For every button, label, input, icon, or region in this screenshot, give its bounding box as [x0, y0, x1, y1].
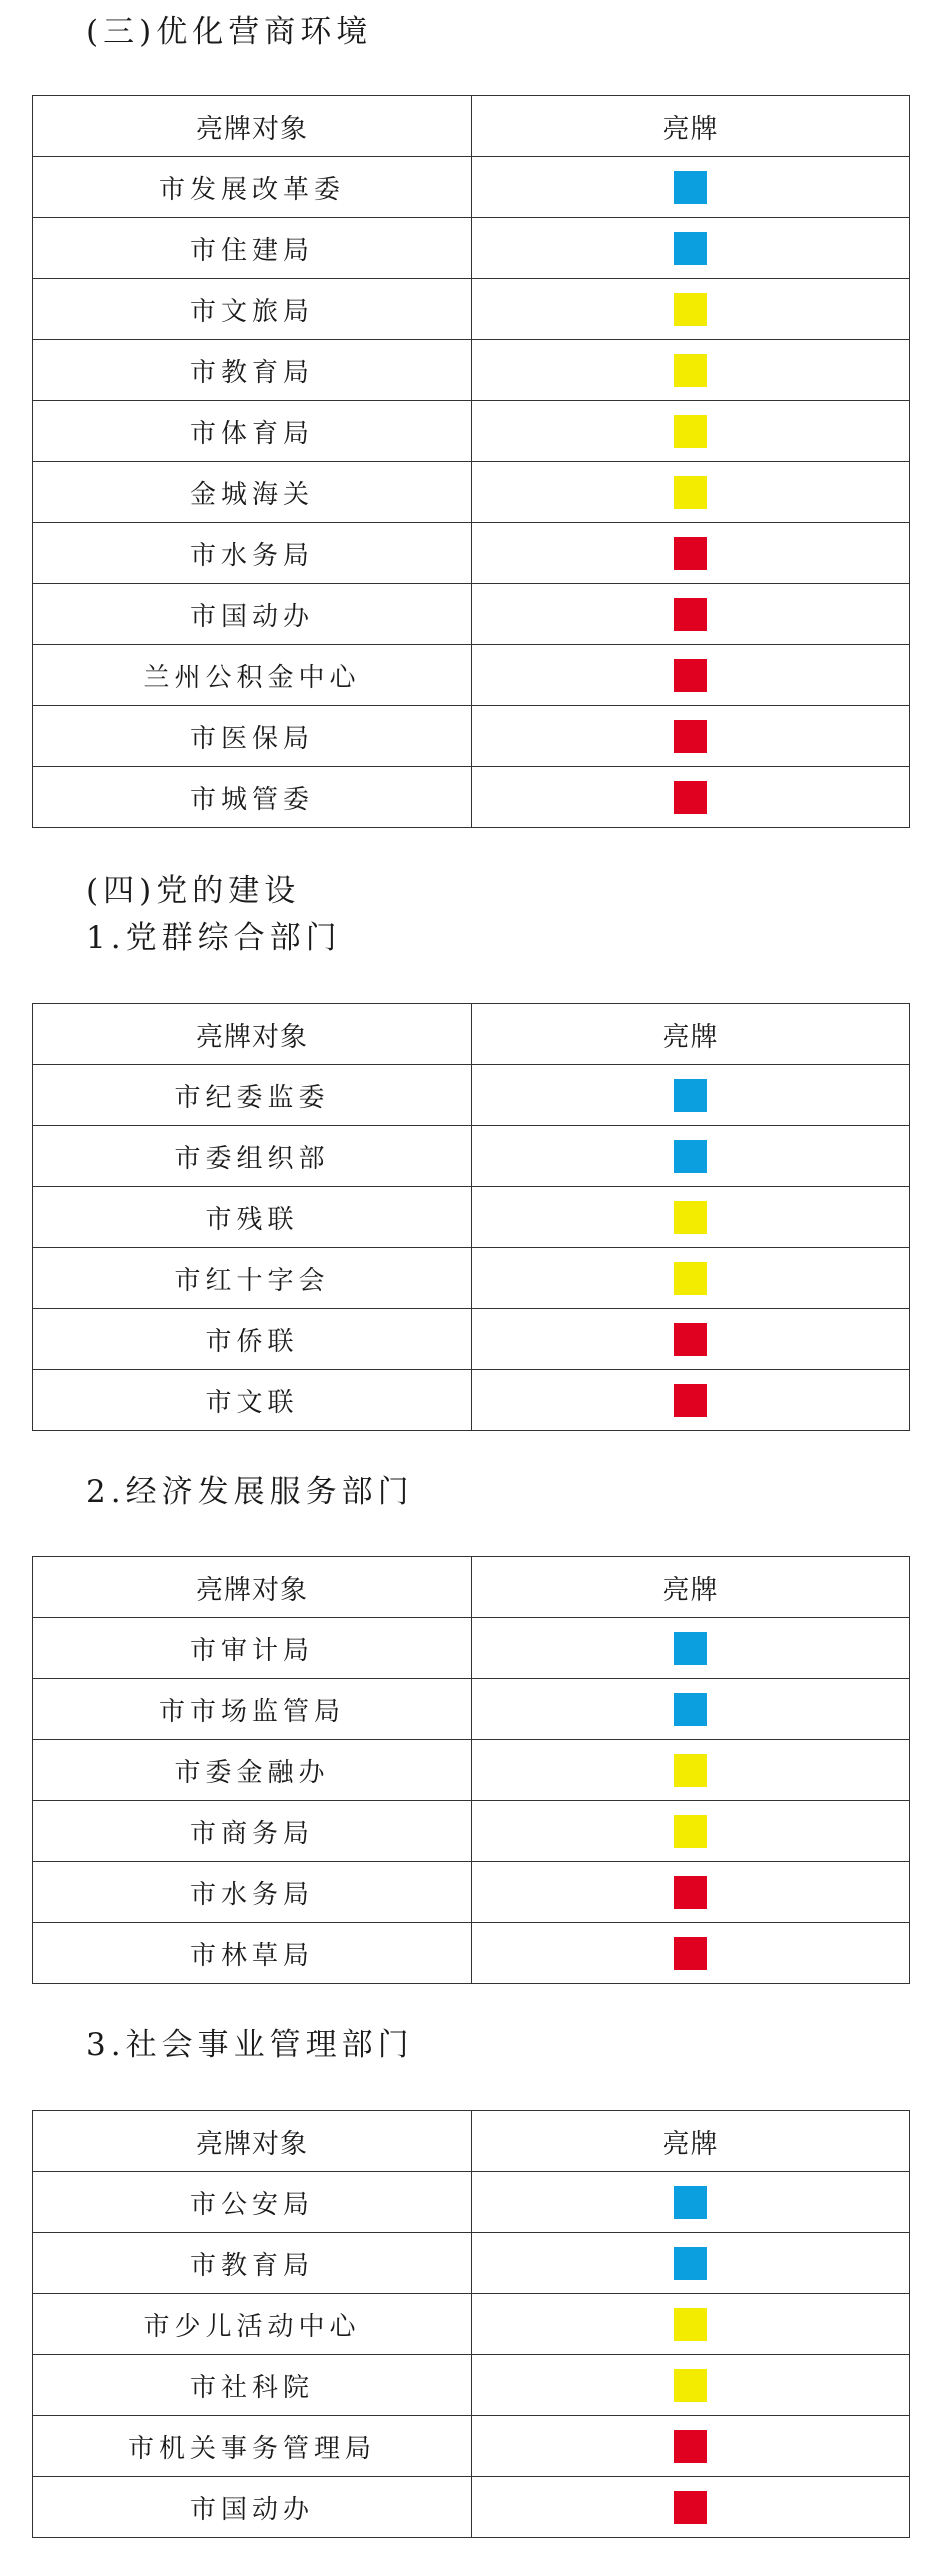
card-cell	[472, 218, 910, 279]
table-row	[33, 279, 910, 340]
card-cell	[472, 462, 910, 523]
card-cell	[472, 523, 910, 584]
yellow-card-swatch	[674, 1815, 707, 1848]
column-header-card: 亮牌	[472, 1557, 910, 1618]
section-heading: (三)优化营商环境	[86, 14, 373, 50]
table-row	[33, 2233, 910, 2294]
table-header-row	[33, 1004, 910, 1065]
card-cell	[472, 1923, 910, 1984]
yellow-card-swatch	[674, 354, 707, 387]
brand-table-business-environment	[32, 95, 910, 828]
red-card-swatch	[674, 720, 707, 753]
red-card-swatch	[674, 1384, 707, 1417]
table-row	[33, 2294, 910, 2355]
target-name-cell: 市红十字会	[33, 1248, 472, 1309]
card-cell	[472, 1309, 910, 1370]
red-card-swatch	[674, 1876, 707, 1909]
target-name-cell: 市侨联	[33, 1309, 472, 1370]
card-cell	[472, 1065, 910, 1126]
blue-card-swatch	[674, 232, 707, 265]
card-cell	[472, 1618, 910, 1679]
brand-table-social-affairs	[32, 2110, 910, 2538]
card-cell	[472, 1248, 910, 1309]
target-name-cell: 市审计局	[33, 1618, 472, 1679]
column-header-card: 亮牌	[472, 96, 910, 157]
target-name-cell: 市商务局	[33, 1801, 472, 1862]
table-row	[33, 1370, 910, 1431]
card-cell	[472, 1801, 910, 1862]
card-cell	[472, 706, 910, 767]
card-cell	[472, 1740, 910, 1801]
table-row	[33, 645, 910, 706]
table-row	[33, 1248, 910, 1309]
blue-card-swatch	[674, 1079, 707, 1112]
red-card-swatch	[674, 2430, 707, 2463]
column-header-target: 亮牌对象	[33, 1004, 472, 1065]
table-row	[33, 1309, 910, 1370]
table-row	[33, 523, 910, 584]
card-cell	[472, 2294, 910, 2355]
subsection-heading: 2.经济发展服务部门	[86, 1474, 414, 1510]
table-row	[33, 2172, 910, 2233]
target-name-cell: 市水务局	[33, 1862, 472, 1923]
yellow-card-swatch	[674, 293, 707, 326]
table-row	[33, 2416, 910, 2477]
target-name-cell: 市水务局	[33, 523, 472, 584]
column-header-target: 亮牌对象	[33, 1557, 472, 1618]
table-row	[33, 218, 910, 279]
target-name-cell: 市医保局	[33, 706, 472, 767]
target-name-cell: 市林草局	[33, 1923, 472, 1984]
target-name-cell: 市教育局	[33, 2233, 472, 2294]
column-header-target: 亮牌对象	[33, 2111, 472, 2172]
table-header-row	[33, 1557, 910, 1618]
table-row	[33, 157, 910, 218]
table-row	[33, 1740, 910, 1801]
target-name-cell: 市纪委监委	[33, 1065, 472, 1126]
blue-card-swatch	[674, 2247, 707, 2280]
target-name-cell: 市体育局	[33, 401, 472, 462]
card-cell	[472, 157, 910, 218]
red-card-swatch	[674, 659, 707, 692]
table-row	[33, 401, 910, 462]
target-name-cell: 市社科院	[33, 2355, 472, 2416]
card-cell	[472, 584, 910, 645]
card-cell	[472, 767, 910, 828]
target-name-cell: 市教育局	[33, 340, 472, 401]
yellow-card-swatch	[674, 1262, 707, 1295]
table-row	[33, 1923, 910, 1984]
target-name-cell: 市委金融办	[33, 1740, 472, 1801]
red-card-swatch	[674, 2491, 707, 2524]
yellow-card-swatch	[674, 2308, 707, 2341]
table-row	[33, 1187, 910, 1248]
column-header-target: 亮牌对象	[33, 96, 472, 157]
brand-table-economic-services	[32, 1556, 910, 1984]
yellow-card-swatch	[674, 1201, 707, 1234]
card-cell	[472, 2233, 910, 2294]
card-cell	[472, 2477, 910, 2538]
table-row	[33, 1126, 910, 1187]
target-name-cell: 市文旅局	[33, 279, 472, 340]
brand-table-party-mass	[32, 1003, 910, 1431]
target-name-cell: 市少儿活动中心	[33, 2294, 472, 2355]
target-name-cell: 市住建局	[33, 218, 472, 279]
target-name-cell: 市发展改革委	[33, 157, 472, 218]
table-header-row	[33, 96, 910, 157]
target-name-cell: 兰州公积金中心	[33, 645, 472, 706]
yellow-card-swatch	[674, 1754, 707, 1787]
table-row	[33, 706, 910, 767]
card-cell	[472, 401, 910, 462]
table-row	[33, 1679, 910, 1740]
column-header-card: 亮牌	[472, 2111, 910, 2172]
yellow-card-swatch	[674, 2369, 707, 2402]
card-cell	[472, 2172, 910, 2233]
card-cell	[472, 2355, 910, 2416]
blue-card-swatch	[674, 2186, 707, 2219]
card-cell	[472, 2416, 910, 2477]
table-row	[33, 2355, 910, 2416]
card-cell	[472, 340, 910, 401]
yellow-card-swatch	[674, 476, 707, 509]
table-header-row	[33, 2111, 910, 2172]
section-heading: (四)党的建设	[86, 873, 301, 909]
column-header-card: 亮牌	[472, 1004, 910, 1065]
table-row	[33, 340, 910, 401]
target-name-cell: 市市场监管局	[33, 1679, 472, 1740]
card-cell	[472, 1862, 910, 1923]
table-row	[33, 1801, 910, 1862]
yellow-card-swatch	[674, 415, 707, 448]
target-name-cell: 市机关事务管理局	[33, 2416, 472, 2477]
target-name-cell: 市委组织部	[33, 1126, 472, 1187]
table-row	[33, 1618, 910, 1679]
blue-card-swatch	[674, 1693, 707, 1726]
card-cell	[472, 1187, 910, 1248]
card-cell	[472, 1679, 910, 1740]
target-name-cell: 市国动办	[33, 2477, 472, 2538]
card-cell	[472, 279, 910, 340]
table-row	[33, 584, 910, 645]
card-cell	[472, 1370, 910, 1431]
target-name-cell: 市公安局	[33, 2172, 472, 2233]
subsection-heading: 3.社会事业管理部门	[86, 2027, 414, 2063]
table-row	[33, 767, 910, 828]
table-row	[33, 1862, 910, 1923]
target-name-cell: 市城管委	[33, 767, 472, 828]
table-row	[33, 462, 910, 523]
subsection-heading: 1.党群综合部门	[86, 920, 342, 956]
table-row	[33, 1065, 910, 1126]
target-name-cell: 金城海关	[33, 462, 472, 523]
red-card-swatch	[674, 1937, 707, 1970]
blue-card-swatch	[674, 1632, 707, 1665]
red-card-swatch	[674, 598, 707, 631]
red-card-swatch	[674, 537, 707, 570]
card-cell	[472, 1126, 910, 1187]
card-cell	[472, 645, 910, 706]
target-name-cell: 市国动办	[33, 584, 472, 645]
red-card-swatch	[674, 1323, 707, 1356]
red-card-swatch	[674, 781, 707, 814]
target-name-cell: 市残联	[33, 1187, 472, 1248]
target-name-cell: 市文联	[33, 1370, 472, 1431]
blue-card-swatch	[674, 171, 707, 204]
blue-card-swatch	[674, 1140, 707, 1173]
table-row	[33, 2477, 910, 2538]
